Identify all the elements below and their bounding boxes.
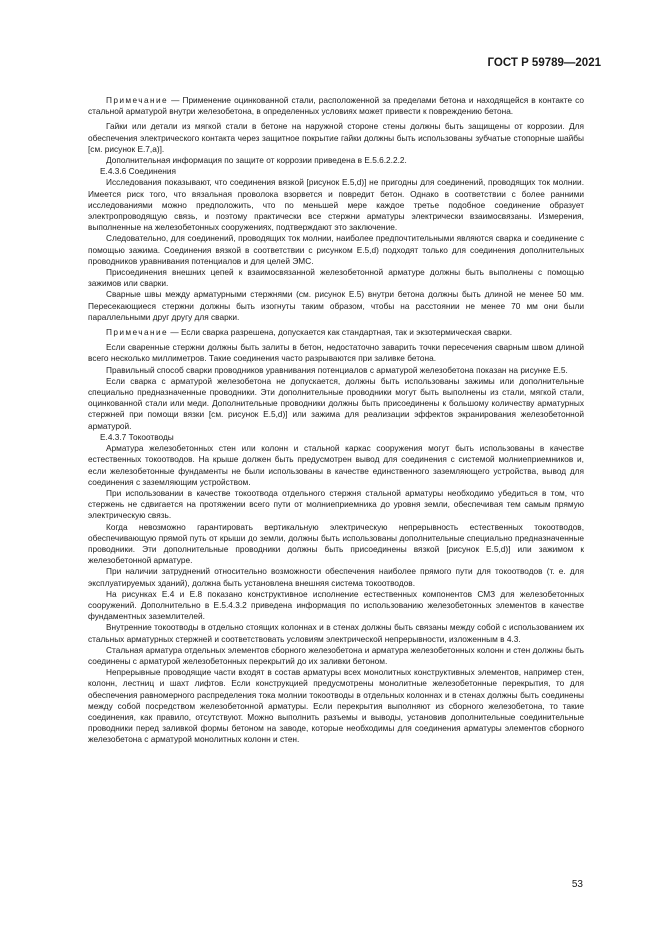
paragraph: Когда невозможно гарантировать вертикальную электрическую непрерывность естественных токоотводов, обеспечивающую прямой путь от крыши до земли, должны быть использованы дополнительные специально предназначенные проводники. Эти дополнительные проводники должны быть присоединены вязкой [рисунок Е.5,d)] или зажимом к железобетонной арматуре.: [88, 521, 584, 566]
paragraph: Исследования показывают, что соединения вязкой [рисунок Е.5,d)] не пригодны для соединений, проводящих ток молнии. Имеется риск того, что вязальная проволока взорвется и повредит бетон. Однако в соответствии с более ранними исследованиями можно предположить, что по меньшей мере каждое третье подобное соединение образует электропроводящую связь, и поэтому практически все стержни арматуры электрически взаимосвязаны. Измерения, выполненные на железобетонных сооружениях, подтверждают это заключение.: [88, 177, 584, 233]
paragraph: Стальная арматура отдельных элементов сборного железобетона и арматура железобетонных колонн и стен должны быть соединены с арматурой железобетонных перекрытий до их заливки бетоном.: [88, 644, 584, 666]
paragraph: Арматура железобетонных стен или колонн и стальной каркас сооружения могут быть использованы в качестве естественных токоотводов. На крыше должен быть предусмотрен вывод для соединения с системой молниеприемников и, если железобетонные фундаменты не были использованы в качестве единственного заземляющего устройства, вывод для соединения с заземляющим устройством.: [88, 443, 584, 487]
paragraph: На рисунках Е.4 и Е.8 показано конструктивное исполнение естественных компонентов СМЗ для железобетонных сооружений. Дополнительно в Е.5.4.3.2 приведена информация по использованию железобетонных элементов в качестве фундаментных заземлителей.: [88, 588, 584, 622]
paragraph: Правильный способ сварки проводников уравнивания потенциалов с арматурой железобетона показан на рисунке Е.5.: [106, 364, 568, 375]
note-label: Примечание: [106, 327, 169, 338]
paragraph: Присоединения внешних цепей к взаимосвязанной железобетонной арматуре должны быть выполнены с помощью зажимов или сварки.: [88, 267, 584, 289]
note-paragraph: [88, 327, 584, 338]
paragraph: При наличии затруднений относительно возможности обеспечения наиболее прямого пути для токоотводов (т. е. для эксплуатируемых зданий), должна быть установлена внешняя система токоотводов.: [88, 566, 584, 588]
paragraph: Сварные швы между арматурными стержнями (см. рисунок Е.5) внутри бетона должны быть длиной не менее 50 мм. Пересекающиеся стержни должны быть изогнуты таким образом, чтобы на расстоянии не менее 70 мм они были параллельными друг другу для сварки.: [88, 289, 584, 322]
section-heading: Е.4.3.7 Токоотводы: [100, 431, 174, 442]
section-heading: Е.4.3.6 Соединения: [100, 166, 177, 177]
paragraph: Если сварка с арматурой железобетона не допускается, должны быть использованы зажимы или дополнительные специально предназначенные проводники. Эти дополнительные проводники могут быть выполнены из стали, мягкой стали, оцинкованной стали или меди. Дополнительные проводники должны быть присоединены к большому количеству арматурных стержней при помощи вязки [см. рисунок Е.5,d)] или зажима для реализации эффектов экранирования железобетонной арматурой.: [88, 375, 584, 431]
document-body: [88, 95, 584, 746]
paragraph: При использовании в качестве токоотвода отдельного стержня стальной арматуры необходимо убедиться в том, что стержень не сдвигается на протяжении всего пути от молниеприемника до уровня земли, обеспечивая тем самым прямую электрическую связь.: [88, 487, 584, 521]
paragraph: Если сваренные стержни должны быть залиты в бетон, недостаточно заварить точки пересечения сварным швом длиной всего несколько миллиметров. Такие соединения часто разрываются при заливке бетона.: [88, 342, 584, 364]
note-paragraph: [88, 95, 584, 117]
note-label: Примечание: [106, 95, 169, 105]
paragraph: Внутренние токоотводы в отдельно стоящих колоннах и в стенах должны быть связаны между собой с использованием их стальных арматурных стержней и соответствовать условиям электрической непрерывности, изложенным в 4.3.: [88, 622, 584, 644]
paragraph: Дополнительная информация по защите от коррозии приведена в Е.5.6.2.2.2.: [106, 155, 407, 166]
paragraph: Гайки или детали из мягкой стали в бетоне на наружной стороне стены должны быть защищены от коррозии. Для обеспечения электрического контакта через защитное покрытие гайки должны быть использованы зубчатые стопорные шайбы [см. рисунок Е.7,а)].: [88, 121, 584, 154]
paragraph: Следовательно, для соединений, проводящих ток молнии, наиболее предпочтительными являются сварка и соединение с помощью зажима. Соединения вязкой в соответствии с рисунком Е.5,d) подходят только для соединения дополнительных проводников уравнивания потенциалов и для целей ЭМС.: [88, 233, 584, 266]
note-text: — Применение оцинкованной стали, расположенной за пределами бетона и находящейся в контакте со стальной арматурой внутри железобетона, в определенных условиях может привести к повреждению бетона.: [88, 95, 584, 117]
note-text: — Если сварка разрешена, допускается как стандартная, так и экзотермическая сварки.: [170, 327, 513, 338]
document-standard-number: ГОСТ Р 59789—2021: [487, 57, 601, 69]
paragraph: Непрерывные проводящие части входят в состав арматуры всех монолитных конструктивных элементов, например стен, колонн, лестниц и шахт лифтов. Если конструкцией предусмотрены монолитные железобетонные перекрытия, то для обеспечения равномерного распределения тока молнии токоотводы в отдельных колоннах и в стенах должны быть соединены между собой посредством железобетонной арматуры. Если перекрытия выполняют из сборного железобетона, то такие соединения, как правило, отсутствуют. Можно выполнить разъемы и выводы, установив дополнительные соединительные проводники перед заливкой формы бетоном на заводе, которые необходимы для соединения арматуры элементов сборного железобетона с арматурой монолитных колонн и стен.: [88, 667, 584, 745]
page-number: 53: [571, 879, 583, 890]
